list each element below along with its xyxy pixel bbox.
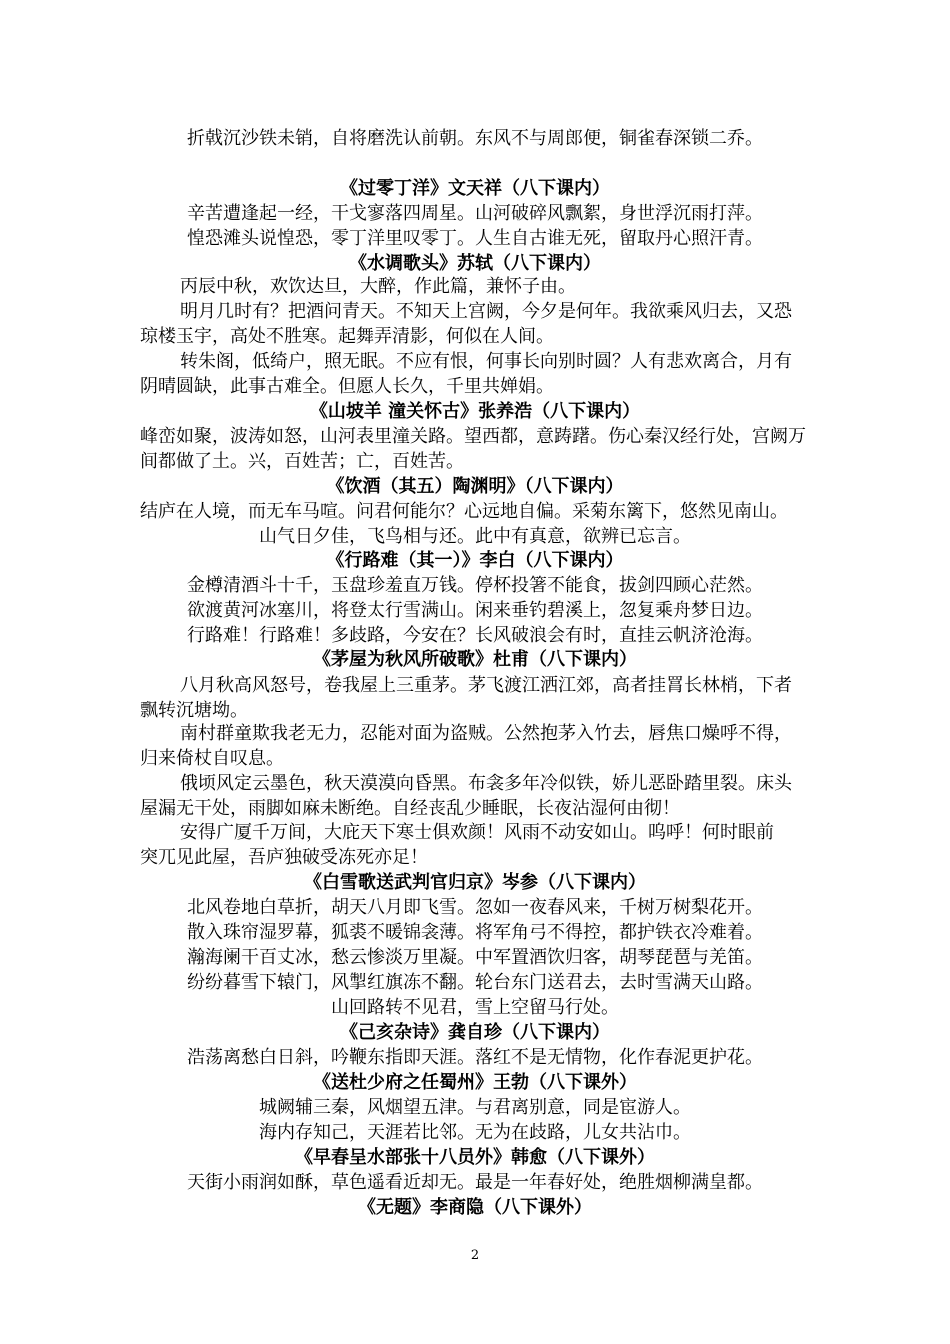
poem-line: 安得广厦千万间，大庇天下寒士俱欢颜！风雨不动安如山。呜呼！何时眼前 bbox=[180, 822, 774, 843]
poem-line: 北风卷地白草折，胡天八月即飞雪。忽如一夜春风来，千树万树梨花开。 bbox=[187, 897, 763, 918]
poem-line: 散入珠帘湿罗幕，狐裘不暖锦衾薄。将军角弓不得控，都护铁衣冷难着。 bbox=[187, 922, 763, 943]
poem-line: 行路难！行路难！多歧路，今安在？长风破浪会有时，直挂云帆济沧海。 bbox=[187, 625, 763, 646]
poem-line: 俄顷风定云墨色，秋天漠漠向昏黑。布衾多年冷似铁，娇儿恶卧踏里裂。床头 bbox=[180, 773, 792, 794]
poem-line: 转朱阁，低绮户，照无眠。不应有恨，何事长向别时圆？人有悲欢离合，月有 bbox=[180, 351, 792, 372]
poem-title: 《饮酒（其五）陶渊明》（八下课内） bbox=[326, 476, 624, 497]
poem-line: 纷纷暮雪下辕门，风掣红旗冻不翻。轮台东门送君去，去时雪满天山路。 bbox=[187, 972, 763, 993]
poem-title: 《送杜少府之任蜀州》王勃（八下课外） bbox=[313, 1072, 637, 1093]
poem-line: 峰峦如聚，波涛如怒，山河表里潼关路。望西都，意踌躇。伤心秦汉经行处，宫阙万 bbox=[140, 426, 806, 447]
poem-line: 山气日夕佳，飞鸟相与还。此中有真意，欲辨已忘言。 bbox=[259, 526, 691, 547]
poem-line: 琼楼玉宇，高处不胜寒。起舞弄清影，何似在人间。 bbox=[140, 326, 554, 347]
poem-title: 《行路难（其一）》李白（八下课内） bbox=[326, 550, 624, 571]
poem-title: 《水调歌头》苏轼（八下课内） bbox=[349, 253, 601, 274]
poem-title: 《过零丁洋》文天祥（八下课内） bbox=[340, 178, 610, 199]
poem-line: 八月秋高风怒号，卷我屋上三重茅。茅飞渡江洒江郊，高者挂罥长林梢，下者 bbox=[180, 675, 792, 696]
poem-line: 阴晴圆缺，此事古难全。但愿人长久，千里共婵娟。 bbox=[140, 376, 554, 397]
poem-line: 海内存知己，天涯若比邻。无为在歧路，儿女共沾巾。 bbox=[259, 1122, 691, 1143]
poem-line: 惶恐滩头说惶恐，零丁洋里叹零丁。人生自古谁无死，留取丹心照汗青。 bbox=[187, 228, 763, 249]
poem-line: 间都做了土。兴，百姓苦；亡，百姓苦。 bbox=[140, 451, 464, 472]
poem-line: 城阙辅三秦，风烟望五津。与君离别意，同是宦游人。 bbox=[259, 1097, 691, 1118]
poem-line: 结庐在人境，而无车马喧。问君何能尔？心远地自偏。采菊东篱下，悠然见南山。 bbox=[140, 501, 788, 522]
poem-title: 《茅屋为秋风所破歌》杜甫（八下课内） bbox=[313, 649, 637, 670]
poem-line: 明月几时有？把酒问青天。不知天上宫阙，今夕是何年。我欲乘风归去，又恐 bbox=[180, 301, 792, 322]
poem-line: 辛苦遭逢起一经，干戈寥落四周星。山河破碎风飘絮，身世浮沉雨打萍。 bbox=[187, 203, 763, 224]
poem-line: 山回路转不见君，雪上空留马行处。 bbox=[331, 997, 619, 1018]
poem-line: 南村群童欺我老无力，忍能对面为盗贼。公然抱茅入竹去，唇焦口燥呼不得， bbox=[180, 723, 792, 744]
poem-title: 《山坡羊 潼关怀古》张养浩（八下课内） bbox=[309, 401, 641, 422]
poem-title: 《白雪歌送武判官归京》岑参（八下课内） bbox=[304, 872, 646, 893]
poem-line: 折戟沉沙铁未销，自将磨洗认前朝。东风不与周郎便，铜雀春深锁二乔。 bbox=[187, 128, 763, 149]
poem-preface: 丙辰中秋，欢饮达旦，大醉，作此篇，兼怀子由。 bbox=[180, 276, 576, 297]
poem-line: 金樽清酒斗十千，玉盘珍羞直万钱。停杯投箸不能食，拔剑四顾心茫然。 bbox=[187, 575, 763, 596]
poem-line: 瀚海阑干百丈冰，愁云惨淡万里凝。中军置酒饮归客，胡琴琵琶与羌笛。 bbox=[187, 947, 763, 968]
poem-line: 浩荡离愁白日斜，吟鞭东指即天涯。落红不是无情物，化作春泥更护花。 bbox=[187, 1047, 763, 1068]
poem-line: 突兀见此屋，吾庐独破受冻死亦足！ bbox=[140, 847, 428, 868]
poem-line: 欲渡黄河冰塞川，将登太行雪满山。闲来垂钓碧溪上，忽复乘舟梦日边。 bbox=[187, 600, 763, 621]
poem-line: 屋漏无干处，雨脚如麻未断绝。自经丧乱少睡眠，长夜沾湿何由彻！ bbox=[140, 798, 680, 819]
poem-title: 《己亥杂诗》龚自珍（八下课内） bbox=[340, 1022, 610, 1043]
poem-line: 归来倚杖自叹息。 bbox=[140, 748, 284, 769]
poem-title: 《早春呈水部张十八员外》韩愈（八下课外） bbox=[295, 1147, 655, 1168]
poem-line: 飘转沉塘坳。 bbox=[140, 700, 248, 721]
poem-title: 《无题》李商隐（八下课外） bbox=[358, 1197, 592, 1218]
page-number: 2 bbox=[470, 1248, 480, 1263]
poem-line: 天街小雨润如酥，草色遥看近却无。最是一年春好处，绝胜烟柳满皇都。 bbox=[187, 1172, 763, 1193]
